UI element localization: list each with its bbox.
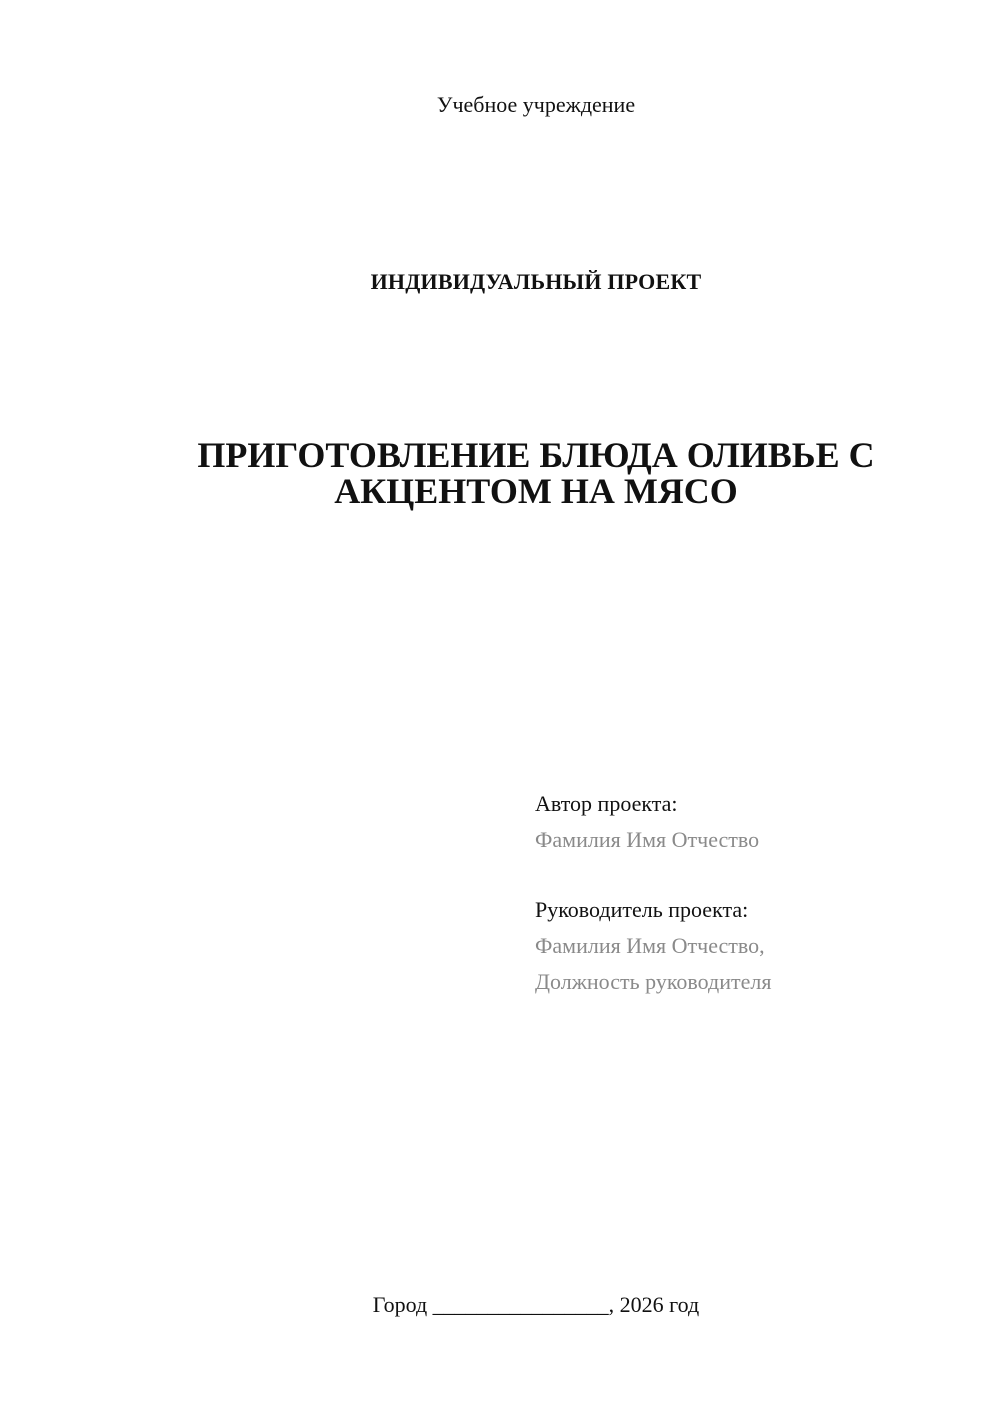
project-title-line-2: АКЦЕНТОМ НА МЯСО (334, 471, 738, 511)
author-block (535, 786, 975, 858)
supervisor-block (535, 892, 975, 1000)
project-type-heading: ИНДИВИДУАЛЬНЫЙ ПРОЕКТ (370, 269, 702, 294)
project-title-line-1: ПРИГОТОВЛЕНИЕ БЛЮДА ОЛИВЬЕ С (197, 435, 875, 475)
supervisor-position: Должность руководителя (535, 969, 772, 994)
city-year-line: Город ________________, 2026 год (372, 1292, 700, 1317)
institution-name: Учебное учреждение (436, 92, 636, 117)
author-name: Фамилия Имя Отчество (535, 827, 760, 852)
author-label: Автор проекта: (535, 791, 678, 816)
supervisor-name: Фамилия Имя Отчество, (535, 933, 765, 958)
project-title (0, 437, 1000, 509)
supervisor-label: Руководитель проекта: (535, 897, 749, 922)
